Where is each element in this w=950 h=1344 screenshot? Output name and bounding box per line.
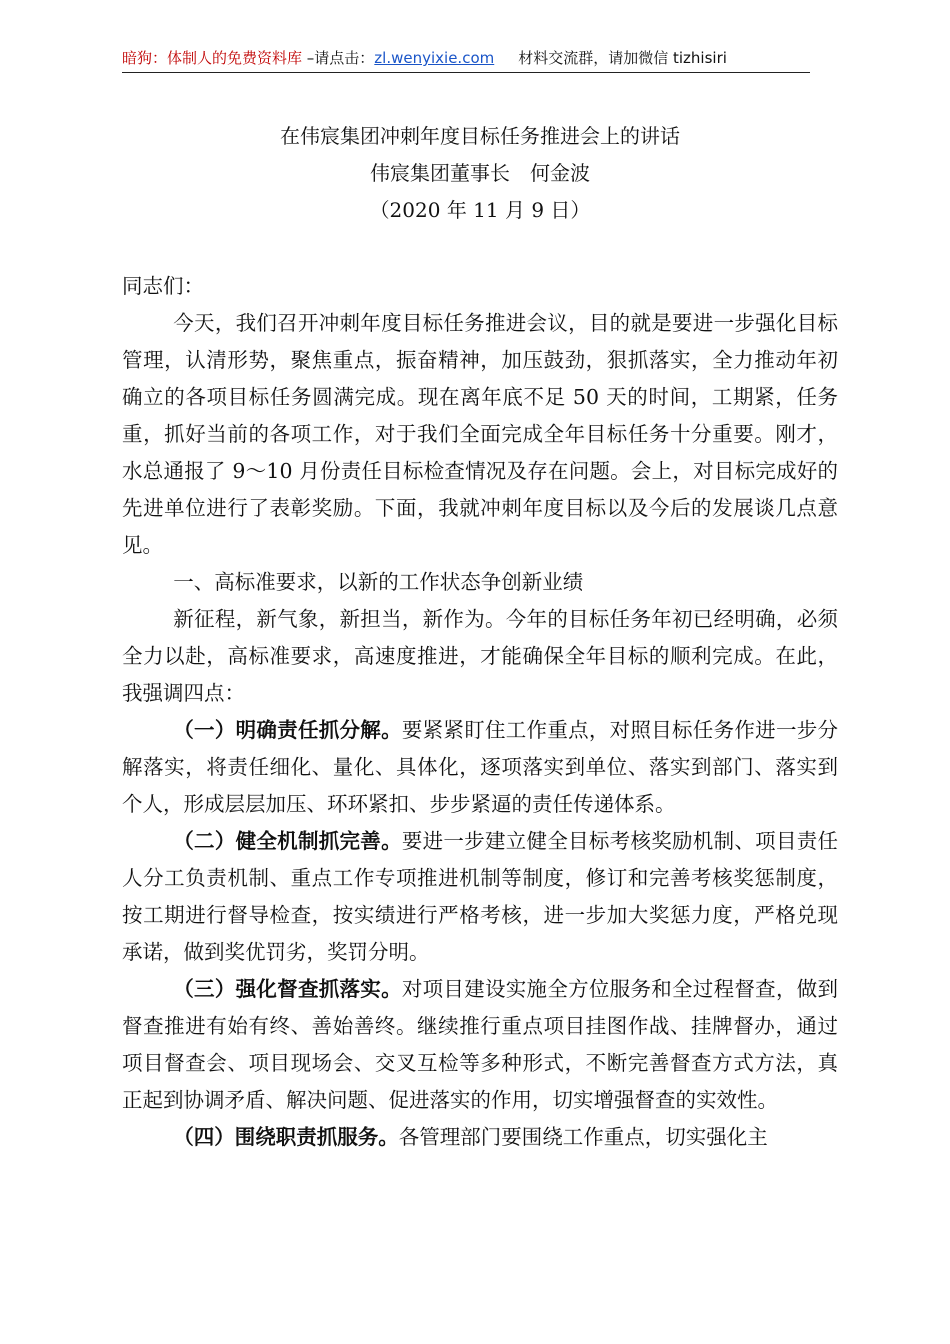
header-prompt: –请点击： — [302, 49, 375, 67]
document-title: 在伟宸集团冲刺年度目标任务推进会上的讲话 — [280, 124, 680, 148]
page-header — [122, 46, 810, 70]
document-body — [122, 268, 838, 1156]
point-heading: （三）强化督查抓落实。 — [173, 977, 402, 1001]
salutation: 同志们： — [122, 274, 204, 298]
header-divider — [122, 72, 810, 73]
point-text: 要紧紧盯住工作重点，对照目标任务作进一步分解落实，将责任细化、量化、具体化，逐项落实到单位、落实到部门、落实到个人，形成层层加压、环环紧扣、步步紧逼的责任传递体系。 — [122, 718, 839, 816]
document-speaker: 伟宸集团董事长 何金波 — [370, 161, 590, 185]
point-paragraph — [122, 971, 838, 1119]
point-paragraph — [122, 1119, 838, 1156]
section-paragraph: 新征程，新气象，新担当，新作为。今年的目标任务年初已经明确，必须全力以赴，高标准要求，高速度推进，才能确保全年目标的顺利完成。在此，我强调四点： — [122, 607, 838, 705]
point-heading: （一）明确责任抓分解。 — [173, 718, 402, 742]
header-brand: 暗狗：体制人的免费资料库 — [122, 49, 303, 67]
point-text: 要进一步建立健全目标考核奖励机制、项目责任人分工负责机制、重点工作专项推进机制等制度，修订和完善考核奖惩制度，按工期进行督导检查，按实绩进行严格考核，进一步加大奖惩力度，严格兑现承诺，做到奖优罚劣，奖罚分明。 — [122, 829, 839, 964]
intro-paragraph: 今天，我们召开冲刺年度目标任务推进会议，目的就是要进一步强化目标管理，认清形势，聚焦重点，振奋精神，加压鼓劲，狠抓落实，全力推动年初确立的各项目标任务圆满完成。现在离年底不足 50 天的时间，工期紧，任务重，抓好当前的各项工作，对于我们全面完成全年目标任务十分重要。刚才，水总通报了 9～10 月份责任目标检查情况及存在问题。会上，对目标完成好的先进单位进行了表彰奖励。下面，我就冲刺年度目标以及今后的发展谈几点意见。 — [122, 311, 838, 557]
point-paragraph — [122, 712, 838, 823]
point-text: 各管理部门要围绕工作重点，切实强化主 — [398, 1125, 768, 1149]
point-paragraph — [122, 823, 838, 971]
point-heading: （二）健全机制抓完善。 — [173, 829, 402, 853]
document-date: （2020 年 11 月 9 日） — [369, 198, 591, 222]
header-contact: 材料交流群，请加微信 tizhisiri — [518, 49, 727, 67]
section-heading: 一、高标准要求，以新的工作状态争创新业绩 — [173, 570, 584, 594]
title-block — [122, 118, 838, 229]
point-heading: （四）围绕职责抓服务。 — [173, 1125, 399, 1149]
header-link[interactable]: zl.wenyixie.com — [374, 49, 495, 67]
point-text: 对项目建设实施全方位服务和全过程督查，做到督查推进有始有终、善始善终。继续推行重点项目挂图作战、挂牌督办，通过项目督查会、项目现场会、交叉互检等多种形式，不断完善督查方式方法，真正起到协调矛盾、解决问题、促进落实的作用，切实增强督查的实效性。 — [122, 977, 839, 1112]
